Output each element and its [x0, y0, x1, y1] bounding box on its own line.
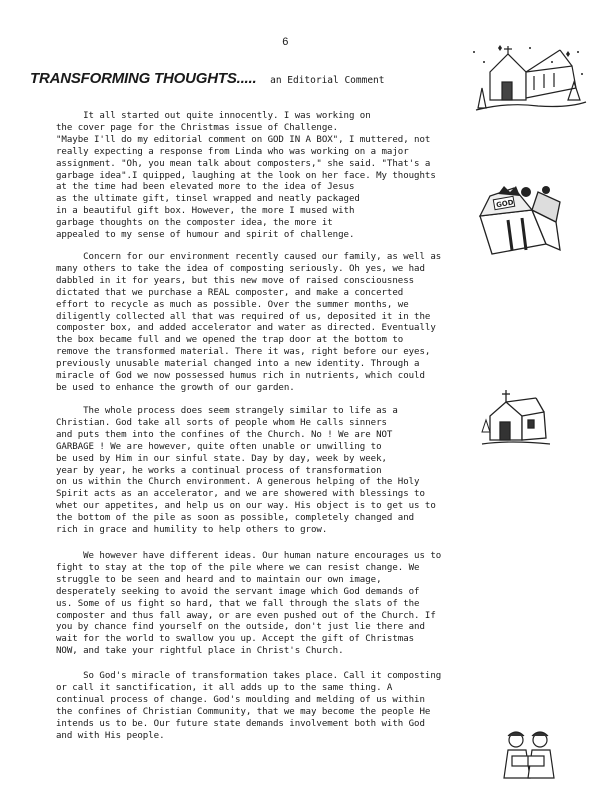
heading-title: TRANSFORMING THOUGHTS..... [30, 70, 257, 87]
small-church-icon [480, 386, 552, 448]
paragraph-1: It all started out quite innocently. I was working on the cover page for the Christmas issue of Challenge. "Maybe I'll do my editorial comment on GOD IN A BOX", I muttered, not really expecting a response from Linda who was working on a major assignment. "Oh, you mean talk about composters," she said. "That's a garbage idea".I quipped, laughing at the look on her face. My thoughts at the time had been elevated more to the idea of Jesus as the ultimate gift, tinsel wrapped and neatly packaged in a beautiful gift box. However, the more I mused with garbage thoughts on the composter idea, the more it appealed to my sense of humour and spirit of challenge. [56, 111, 436, 241]
page-number: 6 [282, 37, 289, 49]
heading-subtitle: an Editorial Comment [270, 75, 385, 86]
box-label: GOD [495, 198, 515, 210]
god-in-a-box-gift-icon [468, 180, 568, 258]
paragraph-5: So God's miracle of transformation takes place. Call it composting or call it sanctification, it all adds up to the same thing. A continual process of change. God's moulding and melding of us within the confines of Christian Community, that we may become the people He intends us to be. Our future state demands involvement both with God and with His people. [56, 671, 442, 741]
paragraph-2: Concern for our environment recently caused our family, as well as many others to take the idea of composting seriously. Oh yes, we had dabbled in it for years, but this new move of raised consciousness dictated that we purchase a REAL composter, and make a concerted effort to recycle as much as possible. Over the summer months, we diligently collected all that was required of us, deposited it in the composter box, and added accelerator and water as directed. Eventually the box became full and we opened the trap door at the bottom to remove the transformed material. There it was, right before our eyes, previously unusable material changed into a new identity. Through a miracle of God we now possessed humus rich in nutrients, which could be used to enhance the growth of our garden. [56, 252, 442, 393]
paragraph-4: We however have different ideas. Our human nature encourages us to fight to stay at the top of the pile where we can resist change. We struggle to be seen and heard and to maintain our own image, desperately seeking to avoid the servant image which God demands of us. Some of us fight so hard, that we fall through the slats of the composter and thus fall away, or are even pushed out of the Church. If you by chance find yourself on the outside, don't just lie there and wait for the world to swallow you up. Accept the gift of Christmas NOW, and take your rightful place in Christ's Church. [56, 551, 442, 657]
church-in-snow-icon [468, 42, 588, 116]
carolers-icon [500, 728, 560, 784]
editorial-heading [30, 68, 385, 87]
paragraph-3: The whole process does seem strangely similar to life as a Christian. God take all sorts of people whom He calls sinners and puts them into the confines of the Church. No ! We are NOT GARBAGE ! We are however, quite often unable or unwilling to be used by Him in our sinful state. Day by day, week by week, year by year, he works a continual process of transformation on us within the Church environment. A generous helping of the Holy Spirit acts as an accelerator, and we are showered with blessings to whet our appetites, and help us on our way. His object is to get us to the bottom of the pile as soon as possible, completely changed and rich in grace and humility to help others to grow. [56, 406, 436, 536]
